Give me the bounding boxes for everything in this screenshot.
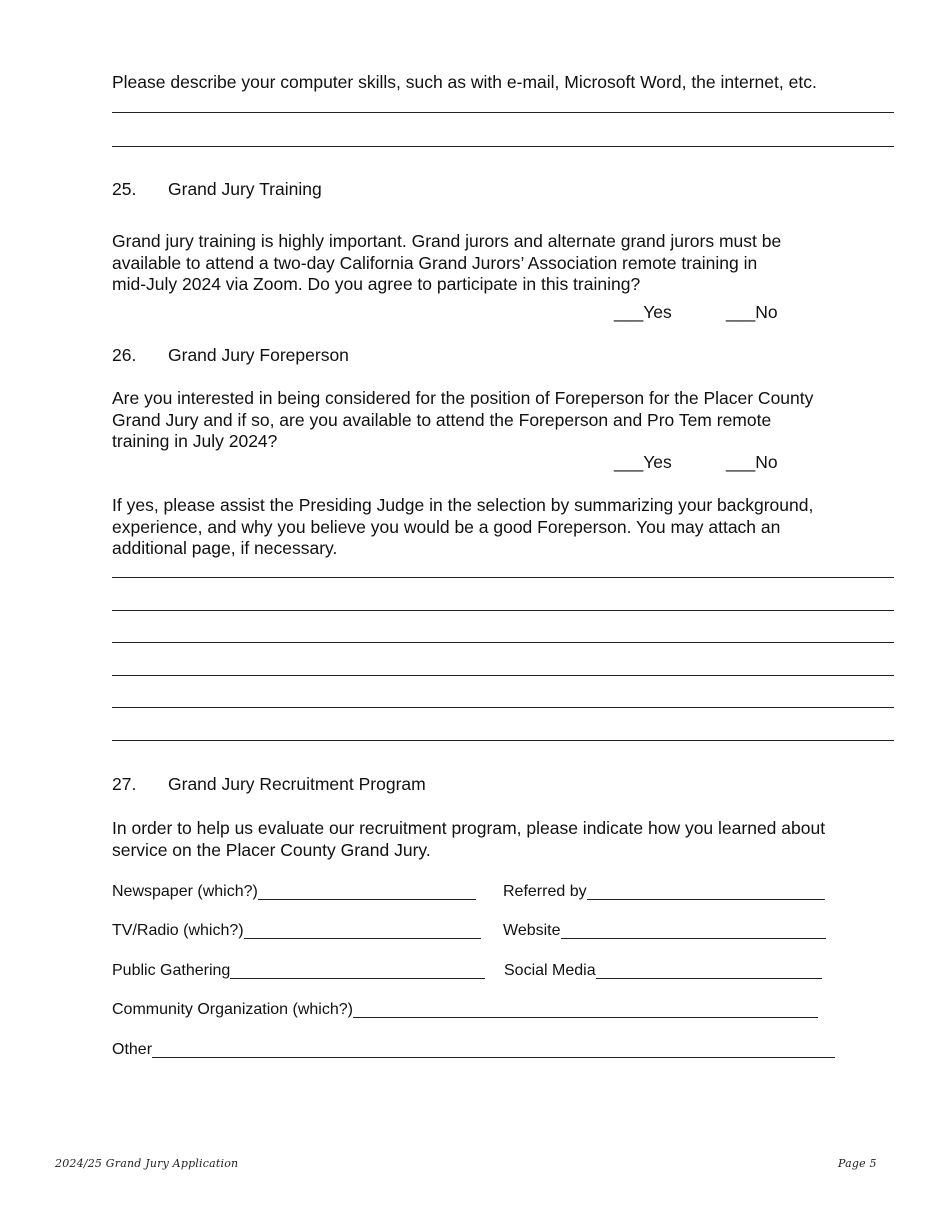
- section-26-text: Are you interested in being considered for the position of Foreperson for the Placer County Grand Jury and if so, are you available to attend the Foreperson and Pro Tem remote training in July 2024?: [112, 388, 814, 451]
- computer-skills-prompt: Please describe your computer skills, such as with e-mail, Microsoft Word, the internet, etc.: [112, 72, 817, 92]
- source-referred: [503, 881, 825, 903]
- source-website-field[interactable]: [561, 922, 826, 939]
- foreperson-answer-line-2[interactable]: [112, 610, 894, 611]
- foreperson-no-option[interactable]: ___No: [726, 452, 778, 472]
- section-25-text: Grand jury training is highly important. Grand jurors and alternate grand jurors must be available to attend a two-day California Grand Jurors’ Association remote training in mid-July 2024 via Zoom. Do you agree to participate in this training?: [112, 231, 782, 294]
- foreperson-followup-text: If yes, please assist the Presiding Judge in the selection by summarizing your background, experience, and why you believe you would be a good Foreperson. You may attach an additional page, if necessary.: [112, 495, 814, 558]
- source-community-org-label: Community Organization (which?): [112, 1001, 353, 1018]
- source-website: [503, 920, 826, 942]
- source-newspaper-field[interactable]: [258, 883, 476, 900]
- source-newspaper: [112, 881, 476, 903]
- section-27-heading: [112, 774, 426, 796]
- source-referred-label: Referred by: [503, 883, 587, 900]
- source-community-org-field[interactable]: [353, 1001, 818, 1018]
- computer-skills-line-1[interactable]: [112, 112, 894, 113]
- foreperson-yes-option[interactable]: ___Yes: [614, 452, 672, 472]
- training-no-option[interactable]: ___No: [726, 302, 778, 322]
- source-other: [112, 1039, 835, 1061]
- source-community-org: [112, 999, 818, 1021]
- source-public-gathering: [112, 960, 485, 982]
- foreperson-answer-line-6[interactable]: [112, 740, 894, 741]
- footer-document-title: 2024/25 Grand Jury Application: [55, 1157, 239, 1170]
- source-social-media-field[interactable]: [596, 962, 822, 979]
- source-social-media-label: Social Media: [504, 962, 596, 979]
- section-25-heading: [112, 179, 322, 201]
- source-social-media: [504, 960, 822, 982]
- section-27-number: 27.: [112, 774, 137, 794]
- foreperson-answer-line-4[interactable]: [112, 675, 894, 676]
- source-newspaper-label: Newspaper (which?): [112, 883, 258, 900]
- section-25-number: 25.: [112, 179, 137, 199]
- source-website-label: Website: [503, 922, 561, 939]
- foreperson-answer-line-3[interactable]: [112, 642, 894, 643]
- source-public-gathering-label: Public Gathering: [112, 962, 231, 979]
- source-tvradio: [112, 920, 481, 942]
- source-other-field[interactable]: [152, 1041, 835, 1058]
- computer-skills-line-2[interactable]: [112, 146, 894, 147]
- section-27-title: Grand Jury Recruitment Program: [168, 774, 426, 794]
- section-27-text: In order to help us evaluate our recruitment program, please indicate how you learned about service on the Placer County Grand Jury.: [112, 818, 826, 860]
- source-other-label: Other: [112, 1041, 153, 1058]
- source-referred-field[interactable]: [587, 883, 825, 900]
- section-26-heading: [112, 345, 349, 367]
- section-26-number: 26.: [112, 345, 137, 365]
- training-yes-option[interactable]: ___Yes: [614, 302, 672, 322]
- source-public-gathering-field[interactable]: [230, 962, 485, 979]
- section-26-title: Grand Jury Foreperson: [168, 345, 349, 365]
- source-tvradio-field[interactable]: [244, 922, 481, 939]
- footer-page-number: Page 5: [838, 1157, 877, 1170]
- source-tvradio-label: TV/Radio (which?): [112, 922, 244, 939]
- section-25-title: Grand Jury Training: [168, 179, 322, 199]
- foreperson-answer-line-1[interactable]: [112, 577, 894, 578]
- foreperson-answer-line-5[interactable]: [112, 707, 894, 708]
